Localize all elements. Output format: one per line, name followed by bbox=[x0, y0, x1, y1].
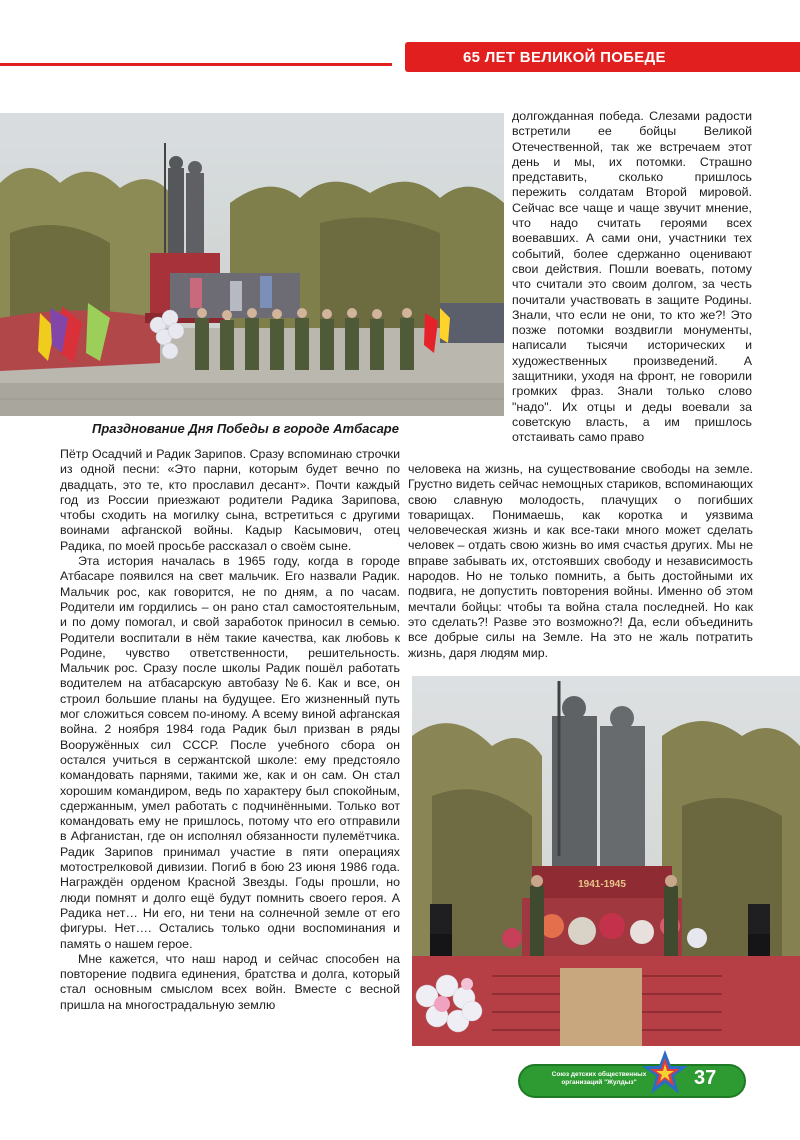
article-column-right-top bbox=[512, 109, 752, 446]
header-rule bbox=[0, 63, 392, 66]
victory-day-photo-image bbox=[0, 113, 504, 416]
monument-photo bbox=[412, 676, 800, 1046]
monument-photo-image bbox=[412, 676, 800, 1046]
article-paragraph: Эта история началась в 1965 году, когда в городе Атбасаре появился на свет мальчик. Его назвали Радик. Мальчик рос, как говорится, не по дням, а по часам. Родители им гордились – он рано стал самостоятельным, и по дому помогал, и свой заработок приносил в семью. Родители воспитали в нём такие качества, как любовь к Родине, чувство ответственности, решительность. Мальчик рос. Сразу после школы Радик пошёл работать водителем на атбасарскую автобазу №6. Как и все, он строил большие планы на будущее. Его жизненный путь мог сложиться совсем по-иному. А всему виной афганская война. 2 ноября 1984 года Радик был призван в ряды Вооружённых сил СССР. После учебного сбора он остался учиться в сержантской школе: ему предстояло командовать парнями, такими же, как и он сам. Он стал хорошим командиром, ведь по характеру был спокойным, сдержанным, умел работать с подчинёнными. Только вот командовать ему не пришлось, потому что его отправили в Афганистан, где он исполнял обязанности пулемётчика. Радик Зарипов принимал участие в пяти операциях мотострелковой дивизии. Погиб в бою 23 июня 1986 года. Награждён орденом Красной Звезды. Годы прошли, но люди помнят и долго ещё будут помнить своего героя. А Радика нет… Ни его, ни тени на солнечной земле от его фигуры. Нет…. Остались только одни воспоминания и память о нашем герое. bbox=[60, 554, 400, 951]
page-number: 37 bbox=[694, 1067, 717, 1089]
organization-name: Союз детских общественных организаций "Жулдыз" bbox=[551, 1071, 647, 1086]
article-paragraph: Пётр Осадчий и Радик Зарипов. Сразу вспоминаю строчки из одной песни: «Это парни, которым будет вечно по двадцать, это те, кто прославил десант». Почти каждый год из России приезжают родители Радика Зарипова, чтобы сходить на могилку сына, встретиться с другими воинами афганской войны. Кадыр Касымович, отец Радика, по моей просьбе рассказал о своём сыне. bbox=[60, 447, 400, 553]
monument-plaque-text: 1941-1945 bbox=[578, 879, 626, 890]
photo-caption: Празднование Дня Победы в городе Атбасаре bbox=[92, 421, 399, 436]
section-header bbox=[405, 42, 800, 72]
article-column-right-bottom bbox=[408, 462, 753, 661]
article-paragraph: человека на жизнь, на существование свободы на земле. Грустно видеть сейчас немощных стариков, вспоминающих свою славную молодость, плачущих о погибших товарищах. Понимаешь, как коротка и уязвима человеческая жизнь и как все-таки много может сделать человек – отдать свою жизнь во имя счастья других. Мы не вправе забывать их, отстоявших свободу и независимость народов. Но не только помнить, а быть достойными их подвига, не допустить повторения войны. Именно об этом мечтали бойцы: чтобы та война стала последней. Но как это сделать?! Разве это возможно?! Да, если объединить все добрые силы на Земле. На это не жаль потратить жизнь, даря людям мир. bbox=[408, 462, 753, 660]
article-column-left bbox=[60, 447, 400, 1013]
star-logo-icon bbox=[640, 1048, 690, 1098]
article-paragraph: Мне кажется, что наш народ и сейчас способен на повторение подвига единения, братства и долга, который стал основным смыслом всех войн. Вместе с весной пришла на многострадальную землю bbox=[60, 951, 400, 1012]
victory-day-photo bbox=[0, 113, 504, 416]
section-title: 65 ЛЕТ ВЕЛИКОЙ ПОБЕДЕ bbox=[463, 48, 666, 66]
article-paragraph: долгожданная победа. Слезами радости встретили ее бойцы Великой Отечественной, так же встречаем этот день и мы, их потомки. Страшно представить, сколько пришлось пережить солдатам Второй мировой. Сейчас все чаще и чаще звучит мнение, что надо считать героями всех воевавших. А сами они, участники тех событий, более сдержанно оценивают свои действия. Пошли воевать, потому что считали это своим долгом, за честь почитали участвовать в защите Родины. Знали, что если не они, то кто же?! Это позже потомки воздвигли монументы, написали тысячи исторических и художественных произведений. А защитники, уходя на фронт, не говорили громких фраз. Знали только слово "надо". Их отцы и деды воевали за советскую власть, а им пришлось отстаивать само право bbox=[512, 109, 752, 445]
